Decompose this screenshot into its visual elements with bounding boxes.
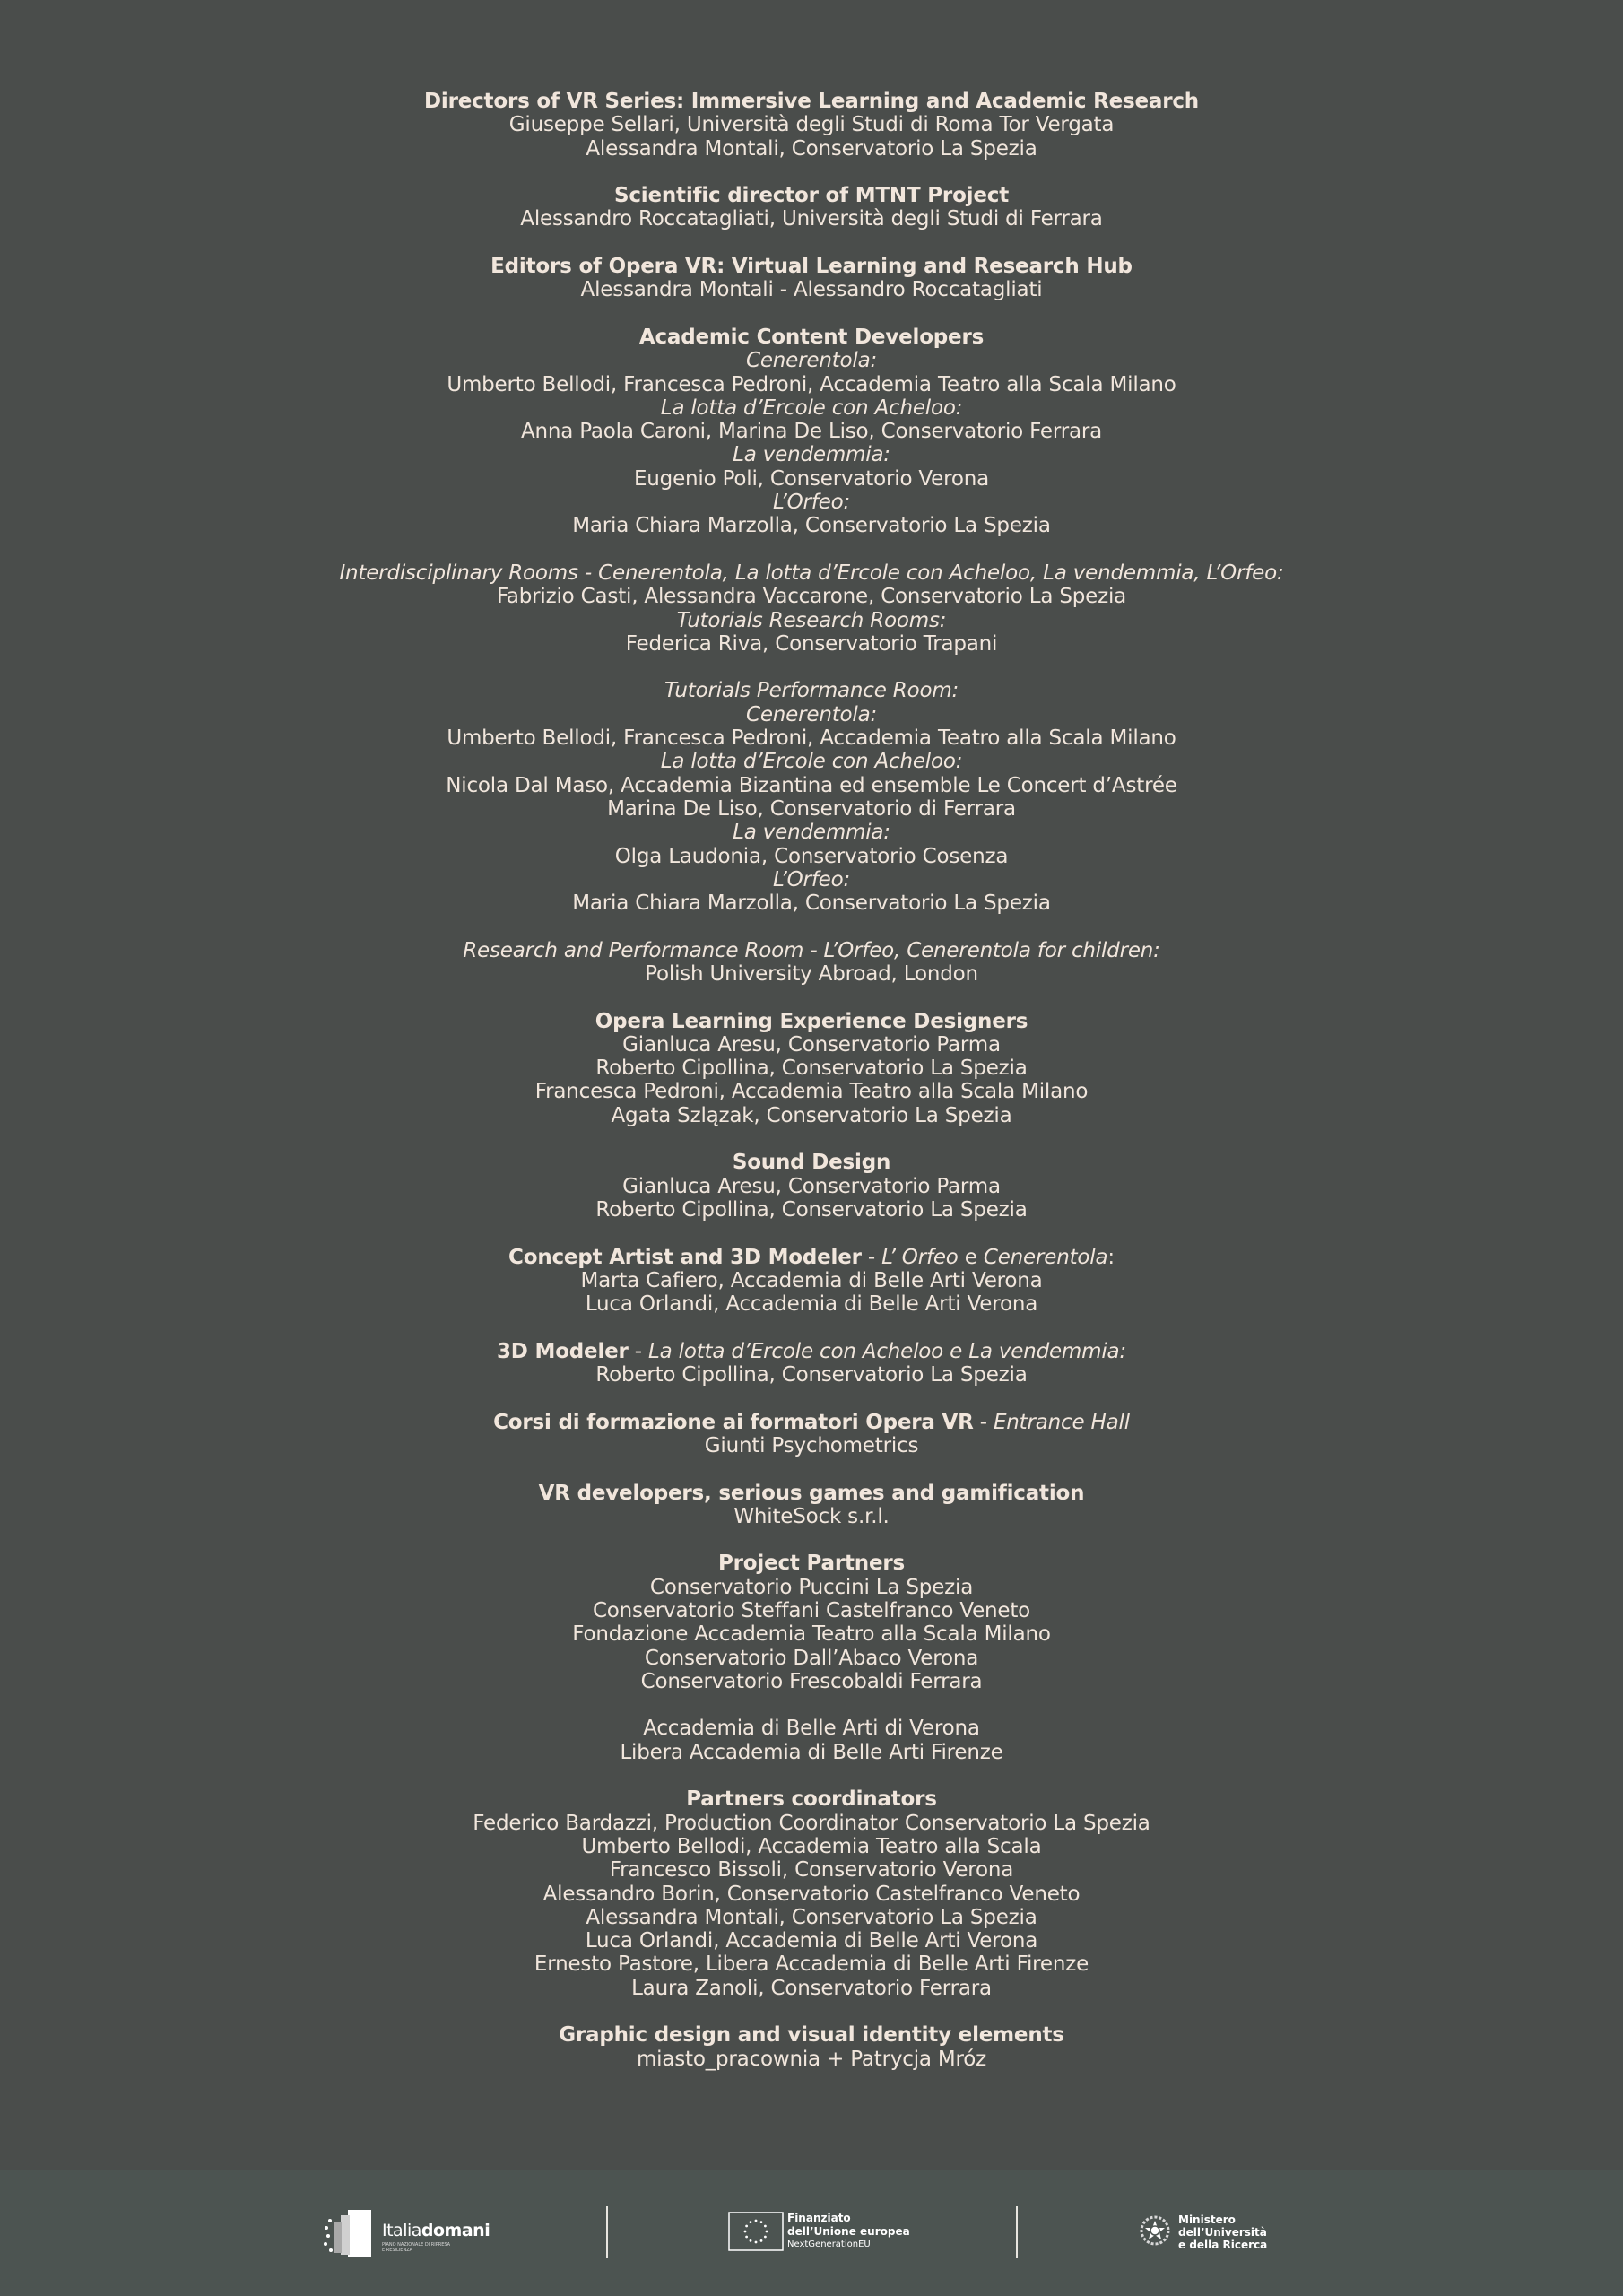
credits-line: [0, 1906, 1623, 1929]
plain-text: Umberto Bellodi, Accademia Teatro alla Scala: [581, 1834, 1042, 1858]
credits-line: [0, 1292, 1623, 1316]
bold-text: Concept Artist and 3D Modeler: [508, 1245, 862, 1269]
credits-heading: [0, 1246, 1623, 1269]
bold-text: Editors of Opera VR: Virtual Learning and Research Hub: [490, 255, 1133, 279]
italic-text: Interdisciplinary Rooms - Cenerentola, La lotta d’Ercole con Acheloo, La vendemmia, L’Orfeo:: [339, 561, 1284, 585]
credits-line: [0, 1198, 1623, 1222]
plain-text: Conservatorio Steffani Castelfranco Veneto: [592, 1599, 1031, 1622]
credits-section: [0, 1411, 1623, 1458]
credits-section: [0, 1151, 1623, 1222]
plain-text: miasto_pracownia + Patrycja Mróz: [636, 2047, 987, 2071]
eu-logo-line1: Finanziato: [787, 2212, 851, 2224]
footer-divider: [606, 2206, 608, 2258]
credits-line: [0, 750, 1623, 773]
credits-heading: [0, 1552, 1623, 1575]
eu-logo-line3: NextGenerationEU: [787, 2239, 871, 2249]
credits-line: [0, 609, 1623, 632]
bold-text: 3D Modeler: [497, 1339, 629, 1363]
plain-text: Maria Chiara Marzolla, Conservatorio La Spezia: [572, 514, 1051, 538]
credits-heading: [0, 184, 1623, 207]
plain-text: Gianluca Aresu, Conservatorio Parma: [622, 1174, 1001, 1198]
plain-text: Umberto Bellodi, Francesca Pedroni, Accademia Teatro alla Scala Milano: [447, 372, 1176, 396]
credits-section: [0, 1482, 1623, 1529]
italia-domani-emblem-icon: [323, 2208, 377, 2258]
credits-line: [0, 962, 1623, 986]
credits-line: [0, 1057, 1623, 1080]
bold-text: Academic Content Developers: [638, 325, 985, 349]
plain-text: Eugenio Poli, Conservatorio Verona: [633, 466, 990, 491]
credits-heading: [0, 1787, 1623, 1811]
credits-section: [0, 1552, 1623, 1764]
credits-line: [0, 443, 1623, 466]
credits-section: [0, 939, 1623, 987]
plain-text: Laura Zanoli, Conservatorio Ferrara: [631, 1976, 992, 2000]
credits-line: [0, 113, 1623, 136]
plain-text: Conservatorio Puccini La Spezia: [649, 1575, 974, 1599]
plain-text: -: [628, 1339, 649, 1363]
plain-text: -: [973, 1410, 994, 1434]
bold-text: Partners coordinators: [686, 1787, 937, 1812]
ministry-logo-line3: e della Ricerca: [1178, 2239, 1268, 2251]
credits-line: [0, 1929, 1623, 1952]
credits-section: [0, 255, 1623, 302]
italic-text: Cenerentola:: [745, 702, 878, 726]
italic-text: La lotta d’Ercole con Acheloo:: [660, 396, 963, 420]
ministry-logo-line2: dell’Università: [1178, 2226, 1267, 2239]
credits-line: [0, 703, 1623, 726]
credits-line: [0, 1104, 1623, 1127]
credits-section: [0, 1787, 1623, 2000]
credits-line: [0, 891, 1623, 915]
plain-text: Polish University Abroad, London: [645, 961, 978, 986]
plain-text: Giuseppe Sellari, Università degli Studi di Roma Tor Vergata: [508, 113, 1115, 137]
plain-text: Anna Paola Caroni, Marina De Liso, Conservatorio Ferrara: [520, 420, 1103, 444]
credits-line: [0, 2048, 1623, 2071]
credits-section: [0, 326, 1623, 538]
italic-text: La vendemmia:: [733, 821, 890, 845]
italic-text: Research and Performance Room - L’Orfeo, Cenerentola for children:: [463, 938, 1160, 962]
credits-line: [0, 1858, 1623, 1882]
plain-text: e: [958, 1245, 984, 1269]
plain-text: Fondazione Accademia Teatro alla Scala Milano: [572, 1622, 1051, 1647]
credits-line: [0, 1080, 1623, 1103]
credits-heading: [0, 1010, 1623, 1033]
plain-text: Marta Cafiero, Accademia di Belle Arti Verona: [580, 1268, 1043, 1292]
credits-line: [0, 868, 1623, 891]
italia-domani-name: Italiadomani: [382, 2221, 490, 2240]
plain-text: Umberto Bellodi, Francesca Pedroni, Accademia Teatro alla Scala Milano: [447, 726, 1176, 751]
plain-text: Nicola Dal Maso, Accademia Bizantina ed ensemble Le Concert d’Astrée: [446, 773, 1177, 797]
credits-line: [0, 1269, 1623, 1292]
italic-text: Cenerentola: [983, 1245, 1108, 1269]
plain-text: Luca Orlandi, Accademia di Belle Arti Verona: [585, 1292, 1038, 1317]
plain-text: Conservatorio Dall’Abaco Verona: [644, 1646, 979, 1670]
eu-funding-logo: [726, 2206, 910, 2260]
bold-text: Sound Design: [732, 1151, 891, 1175]
line-spacer: [0, 1693, 1623, 1717]
credits-line: [0, 774, 1623, 797]
credits-line: [0, 396, 1623, 420]
credits-line: [0, 1977, 1623, 2000]
credits-line: [0, 1952, 1623, 1976]
plain-text: Luca Orlandi, Accademia di Belle Arti Verona: [585, 1929, 1038, 1953]
credits-line: [0, 1647, 1623, 1670]
plain-text: Marina De Liso, Conservatorio di Ferrara: [607, 796, 1016, 821]
italic-text: Entrance Hall: [993, 1410, 1130, 1434]
plain-text: Alessandra Montali, Conservatorio La Spezia: [586, 1905, 1037, 1929]
bold-text: Directors of VR Series: Immersive Learning and Academic Research: [424, 90, 1199, 113]
bold-text: Scientific director of MTNT Project: [614, 184, 1009, 208]
credits-section: [0, 184, 1623, 231]
credits-line: [0, 278, 1623, 301]
bold-text: Opera Learning Experience Designers: [595, 1009, 1028, 1033]
plain-text: Alessandra Montali, Conservatorio La Spezia: [586, 136, 1037, 161]
plain-text: Francesco Bissoli, Conservatorio Verona: [609, 1858, 1014, 1883]
credits-line: [0, 1835, 1623, 1858]
plain-text: Giunti Psychometrics: [704, 1433, 919, 1457]
italic-text: L’Orfeo:: [772, 867, 851, 891]
credits-line: [0, 1599, 1623, 1622]
bold-text: VR developers, serious games and gamification: [538, 1481, 1085, 1505]
credits-heading: [0, 90, 1623, 113]
credits-line: [0, 1033, 1623, 1057]
italia-domani-subtitle: PIANO NAZIONALE DI RIPRESA E RESILIENZA: [382, 2242, 451, 2253]
credits-heading: [0, 255, 1623, 278]
plain-text: Alessandro Borin, Conservatorio Castelfranco Veneto: [542, 1882, 1081, 1906]
credits-heading: [0, 1340, 1623, 1363]
italic-text: L’ Orfeo: [881, 1245, 959, 1269]
ministry-logo: [1137, 2206, 1298, 2260]
credits-line: [0, 1175, 1623, 1198]
credits-line: [0, 1576, 1623, 1599]
plain-text: Olga Laudonia, Conservatorio Cosenza: [614, 844, 1009, 868]
credits-heading: [0, 1482, 1623, 1505]
credits-line: [0, 797, 1623, 821]
bold-text: Graphic design and visual identity elements: [559, 2023, 1064, 2048]
italic-text: La lotta d’Ercole con Acheloo:: [660, 750, 963, 774]
credits-section: [0, 1010, 1623, 1127]
credits-section: [0, 90, 1623, 161]
plain-text: WhiteSock s.r.l.: [733, 1504, 890, 1528]
credits-line: [0, 420, 1623, 443]
credits-heading: [0, 1411, 1623, 1434]
credits-line: [0, 1670, 1623, 1693]
plain-text: Agata Szlązak, Conservatorio La Spezia: [611, 1103, 1012, 1127]
plain-text: Francesca Pedroni, Accademia Teatro alla Scala Milano: [534, 1080, 1089, 1104]
credits-section: [0, 2023, 1623, 2071]
italic-text: Tutorials Research Rooms:: [676, 608, 947, 632]
credits-heading: [0, 939, 1623, 962]
credits-line: [0, 491, 1623, 514]
credits-line: [0, 207, 1623, 230]
italic-text: La vendemmia:: [733, 443, 890, 467]
credits-heading: [0, 1151, 1623, 1174]
credits-section: [0, 1246, 1623, 1317]
italia-domani-logo: [323, 2208, 502, 2258]
credits-line: [0, 137, 1623, 161]
plain-text: Roberto Cipollina, Conservatorio La Spezia: [595, 1057, 1028, 1081]
plain-text: Accademia di Belle Arti di Verona: [643, 1717, 980, 1741]
italic-text: L’Orfeo:: [772, 491, 851, 515]
plain-text: Maria Chiara Marzolla, Conservatorio La Spezia: [572, 891, 1051, 916]
bold-text: Corsi di formazione ai formatori Opera VR: [493, 1410, 974, 1434]
plain-text: :: [1107, 1245, 1115, 1269]
footer: [0, 2170, 1623, 2296]
plain-text: Roberto Cipollina, Conservatorio La Spezia: [595, 1363, 1028, 1387]
plain-text: Fabrizio Casti, Alessandra Vaccarone, Conservatorio La Spezia: [496, 585, 1127, 609]
plain-text: Libera Accademia di Belle Arti Firenze: [620, 1740, 1003, 1764]
plain-text: Ernesto Pastore, Libera Accademia di Belle Arti Firenze: [534, 1952, 1089, 1977]
credits-line: [0, 1622, 1623, 1646]
credits-line: [0, 1363, 1623, 1387]
plain-text: Conservatorio Frescobaldi Ferrara: [640, 1669, 983, 1693]
credits-line: [0, 1717, 1623, 1740]
credits-line: [0, 373, 1623, 396]
plain-text: Federico Bardazzi, Production Coordinator Conservatorio La Spezia: [473, 1811, 1150, 1835]
footer-divider: [1016, 2206, 1018, 2258]
ministry-logo-line1: Ministero: [1178, 2213, 1236, 2226]
credits-line: [0, 514, 1623, 537]
credits-heading: [0, 679, 1623, 702]
plain-text: Alessandro Roccatagliati, Università degli Studi di Ferrara: [520, 207, 1103, 231]
italic-text: Tutorials Performance Room:: [664, 679, 959, 703]
credits-line: [0, 467, 1623, 491]
credits-heading: [0, 326, 1623, 349]
credits-line: [0, 821, 1623, 844]
credits-section: [0, 1340, 1623, 1387]
eu-logo-line2: dell’Unione europea: [787, 2225, 910, 2238]
credits-line: [0, 349, 1623, 372]
credits-line: [0, 726, 1623, 750]
plain-text: -: [861, 1245, 882, 1269]
credits-section: [0, 561, 1623, 656]
credits-line: [0, 1812, 1623, 1835]
plain-text: Gianluca Aresu, Conservatorio Parma: [622, 1032, 1001, 1057]
credits-line: [0, 1505, 1623, 1528]
credits-list: [0, 90, 1623, 2094]
credits-line: [0, 1741, 1623, 1764]
italic-text: La lotta d’Ercole con Acheloo e La vendemmia:: [648, 1339, 1126, 1363]
credits-line: [0, 1883, 1623, 1906]
credits-line: [0, 1434, 1623, 1457]
plain-text: Roberto Cipollina, Conservatorio La Spezia: [595, 1197, 1028, 1222]
credits-line: [0, 845, 1623, 868]
italic-text: Cenerentola:: [745, 349, 878, 373]
credits-line: [0, 585, 1623, 608]
eu-flag-icon: [728, 2212, 784, 2251]
credits-heading: [0, 2023, 1623, 2047]
plain-text: Federica Riva, Conservatorio Trapani: [625, 631, 998, 656]
italian-emblem-icon: [1137, 2211, 1173, 2252]
plain-text: Alessandra Montali - Alessandro Roccatagliati: [580, 278, 1043, 302]
credits-section: [0, 679, 1623, 915]
bold-text: Project Partners: [717, 1552, 906, 1576]
credits-line: [0, 632, 1623, 656]
credits-heading: [0, 561, 1623, 585]
